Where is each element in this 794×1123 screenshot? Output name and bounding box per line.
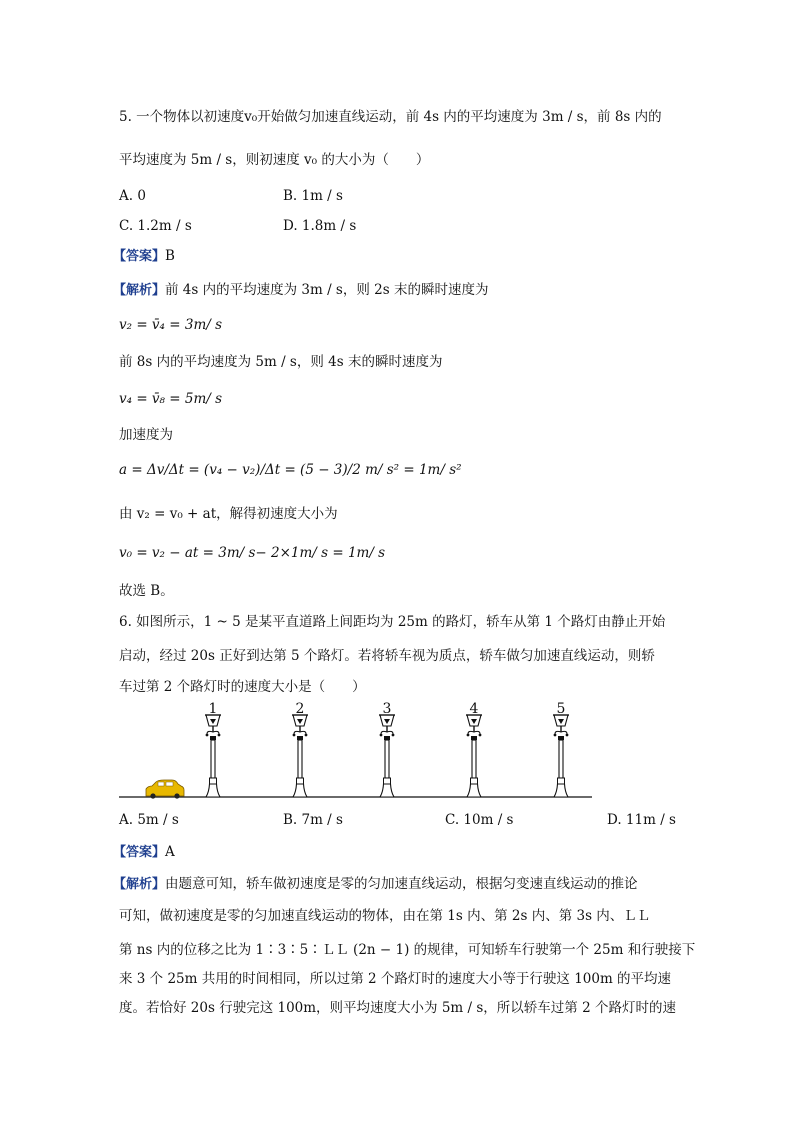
q5-equation-2: v₄ = v̄₈ = 5m/ s	[119, 391, 223, 407]
q5-line2: 平均速度为 5m / s，则初速度 v₀ 的大小为（ ）	[119, 152, 430, 168]
q6-analysis-5: 度。若恰好 20s 行驶完这 100m，则平均速度大小为 5m / s，所以轿车过第 2 个路灯时的速	[119, 1000, 676, 1016]
q5-option-b: B. 1m / s	[283, 188, 343, 204]
analysis-tag: 【解析】	[113, 283, 166, 298]
q6-line2: 启动，经过 20s 正好到达第 5 个路灯。若将轿车视为质点，轿车做匀加速直线运动，则轿	[119, 648, 655, 664]
answer-tag: 【答案】	[113, 845, 166, 860]
q6-analysis-3: 第 ns 内的位移之比为 1∶3∶5∶ＬＬ (2n − 1) 的规律，可知轿车行驶第一个 25m 和行驶接下	[119, 942, 696, 958]
q6-option-c: C. 10m / s	[445, 812, 514, 828]
q5-option-d: D. 1.8m / s	[283, 218, 357, 234]
street-lamp-icon	[466, 715, 482, 797]
q6-line1: 6. 如图所示，1 ~ 5 是某平直道路上间距均为 25m 的路灯，轿车从第 1 个路灯由静止开始	[119, 614, 666, 630]
lamp-number-label: 3	[382, 701, 392, 717]
street-lamp-icon	[379, 715, 395, 797]
q5-equation-3: a = Δv/Δt = (v₄ − v₂)/Δt = (5 − 3)/2 m/ s² = 1m/ s²	[119, 462, 462, 478]
street-lamp-icon	[553, 715, 569, 797]
q6-option-a: A. 5m / s	[119, 812, 179, 828]
lamp-number-label: 4	[469, 701, 479, 717]
q6-line3: 车过第 2 个路灯时的速度大小是（ ）	[119, 679, 366, 695]
street-lamp-icon	[292, 715, 308, 797]
q5-line1: 5. 一个物体以初速度v₀开始做匀加速直线运动，前 4s 内的平均速度为 3m / s，前 8s 内的	[119, 109, 662, 125]
q5-analysis-1	[113, 280, 488, 301]
analysis-text: 前 4s 内的平均速度为 3m / s，则 2s 末的瞬时速度为	[165, 282, 489, 298]
q5-option-a: A. 0	[119, 188, 146, 204]
answer-value: A	[165, 844, 175, 860]
lamp-number-label: 2	[295, 701, 305, 717]
lamp-number-label: 1	[208, 701, 218, 717]
q5-analysis-3: 加速度为	[119, 427, 173, 443]
street-lamp-icon	[205, 715, 221, 797]
q5-option-c: C. 1.2m / s	[119, 218, 192, 234]
q6-option-d: D. 11m / s	[607, 812, 676, 828]
answer-value: B	[165, 248, 175, 264]
lamp-number-label: 5	[556, 701, 566, 717]
q6-analysis-2: 可知，做初速度是零的匀加速直线运动的物体，由在第 1s 内、第 2s 内、第 3s 内、ＬＬ	[119, 908, 651, 924]
q5-analysis-4: 由 v₂ = v₀ + at，解得初速度大小为	[119, 506, 338, 522]
q5-analysis-5: 故选 B。	[119, 583, 174, 599]
street-lamp-figure	[0, 700, 794, 810]
car-icon	[146, 780, 184, 799]
answer-tag: 【答案】	[113, 249, 166, 264]
q6-analysis-4: 来 3 个 25m 共用的时间相同，所以过第 2 个路灯时的速度大小等于行驶这 100m 的平均速	[119, 971, 672, 987]
analysis-tag: 【解析】	[113, 877, 166, 892]
q6-option-b: B. 7m / s	[283, 812, 343, 828]
q6-analysis-1	[113, 874, 638, 895]
analysis-text: 由题意可知，轿车做初速度是零的匀加速直线运动，根据匀变速直线运动的推论	[165, 876, 638, 892]
q6-answer	[113, 842, 175, 863]
q5-answer	[113, 246, 175, 267]
q5-analysis-2: 前 8s 内的平均速度为 5m / s，则 4s 末的瞬时速度为	[119, 354, 443, 370]
q5-equation-4: v₀ = v₂ − at = 3m/ s− 2×1m/ s = 1m/ s	[119, 545, 386, 561]
q5-equation-1: v₂ = v̄₄ = 3m/ s	[119, 317, 223, 333]
